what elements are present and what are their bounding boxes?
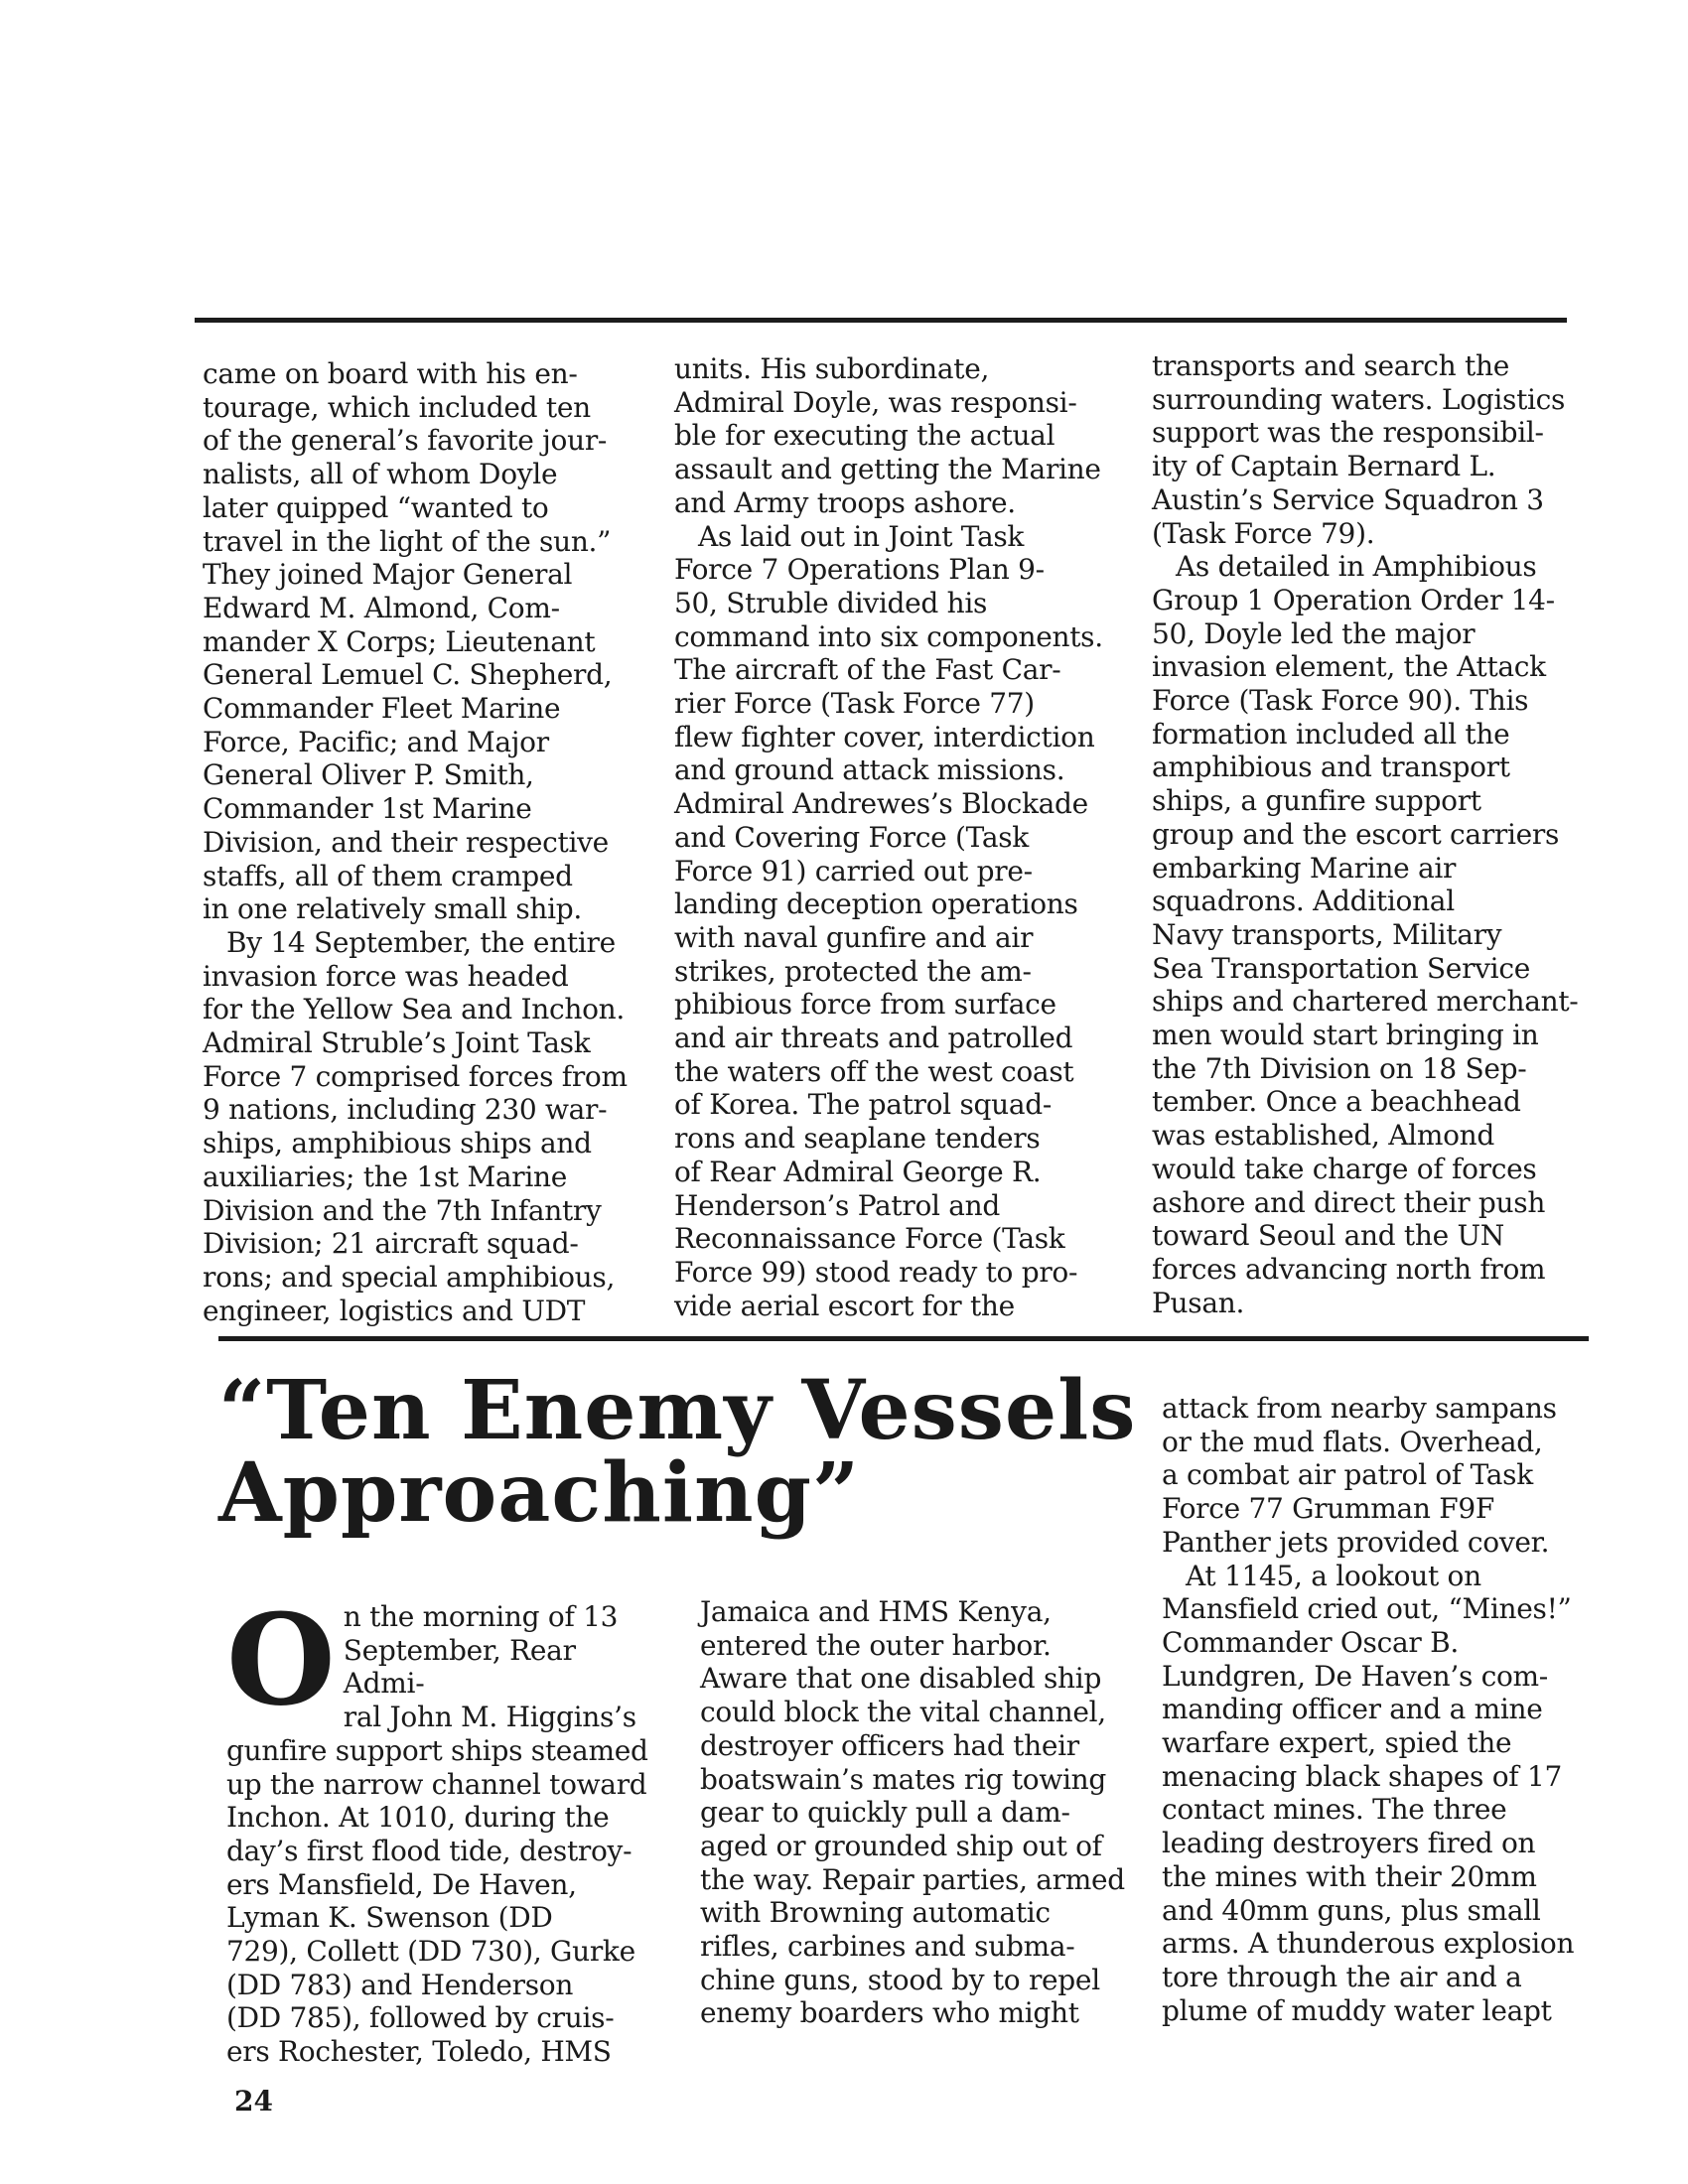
paragraph: came on board with his en- tourage, which included ten of the general’s favorite jour- nalists, all of whom Doyle later quipped “wanted to travel in the light of the sun.” They joined Major General Edward M. Almond, Com- mander X Corps; Lieutenant General Lemuel C. Shepherd, Commander Fleet Marine Force, Pacific; and Major General Oliver P. Smith, Commander 1st Marine Division, and their respective staffs, all of them cramped in one relatively small ship.	[203, 357, 613, 926]
paragraph: At 1145, a lookout on Mansfield cried out, “Mines!” Commander Oscar B. Lundgren, De Haven’s com- manding officer and a mine warfare expert, spied the menacing black shapes of 17 contact mines. The three leading destroyers fired on the mines with their 20mm and 40mm guns, plus small arms. A thunderous explosion tore through the air and a plume of muddy water leapt	[1162, 1559, 1575, 2027]
section-column-2	[700, 1595, 1137, 2030]
top-column-1	[203, 357, 659, 1327]
paragraph: Jamaica and HMS Kenya, entered the outer harbor. Aware that one disabled ship could block the vital channel, destroyer officers had their boatswain’s mates rig towing gear to quickly pull a dam- aged or grounded ship out of the way. Repair parties, armed with Browning automatic rifles, carbines and subma- chine guns, stood by to repel enemy boarders who might	[700, 1595, 1125, 2030]
page-number: 24	[234, 2085, 273, 2117]
paragraph: attack from nearby sampans or the mud flats. Overhead, a combat air patrol of Task Force 77 Grumman F9F Panther jets provided cover.	[1162, 1392, 1557, 1559]
paragraph: transports and search the surrounding waters. Logistics support was the responsibil- ity of Captain Bernard L. Austin’s Service Squadron 3 (Task Force 79).	[1152, 349, 1566, 550]
paragraph: By 14 September, the entire invasion force was headed for the Yellow Sea and Inchon. Admiral Struble’s Joint Task Force 7 comprised forces from 9 nations, including 230 war- ships, amphibious ships and auxiliaries; the 1st Marine Division and the 7th Infantry Division; 21 aircraft squad- rons; and special amphibious, engineer, logistics and UDT	[203, 925, 628, 1327]
top-column-3	[1152, 349, 1579, 1319]
paragraph: units. His subordinate, Admiral Doyle, was responsi- ble for executing the actual assault and getting the Marine and Army troops ashore.	[674, 352, 1101, 519]
drop-cap: O	[226, 1586, 336, 1733]
section-column-1	[226, 1586, 663, 2069]
section-rule	[218, 1336, 1589, 1341]
section-heading: “Ten Enemy Vessels Approaching”	[218, 1363, 1137, 1541]
section-column-3	[1162, 1392, 1599, 2027]
paragraph: As laid out in Joint Task Force 7 Operations Plan 9- 50, Struble divided his command into six components. The aircraft of the Fast Car- rier Force (Task Force 77) flew fighter cover, interdiction and ground attack missions. Admiral Andrewes’s Blockade and Covering Force (Task Force 91) carried out pre- landing deception operations with naval gunfire and air strikes, protected the am- phibious force from surface and air threats and patrolled the waters off the west coast of Korea. The patrol squad- rons and seaplane tenders of Rear Admiral George R. Henderson’s Patrol and Reconnaissance Force (Task Force 99) stood ready to pro- vide aerial escort for the	[674, 519, 1103, 1322]
top-column-2	[674, 352, 1131, 1322]
paragraph: n the morning of 13 September, Rear Admi- ral John M. Higgins’s gunfire support ships steamed up the narrow channel toward Inchon. At 1010, during the day’s first flood tide, destroy- ers Mansfield, De Haven, Lyman K. Swenson (DD 729), Collett (DD 730), Gurke (DD 783) and Henderson (DD 785), followed by cruis- ers Rochester, Toledo, HMS	[226, 1600, 648, 2069]
top-rule	[195, 318, 1567, 323]
paragraph: As detailed in Amphibious Group 1 Operation Order 14- 50, Doyle led the major invasion element, the Attack Force (Task Force 90). This formation included all the amphibious and transport ships, a gunfire support group and the escort carriers embarking Marine air squadrons. Additional Navy transports, Military Sea Transportation Service ships and chartered merchant- men would start bringing in the 7th Division on 18 Sep- tember. Once a beachhead was established, Almond would take charge of forces ashore and direct their push toward Seoul and the UN forces advancing north from Pusan.	[1152, 550, 1579, 1319]
